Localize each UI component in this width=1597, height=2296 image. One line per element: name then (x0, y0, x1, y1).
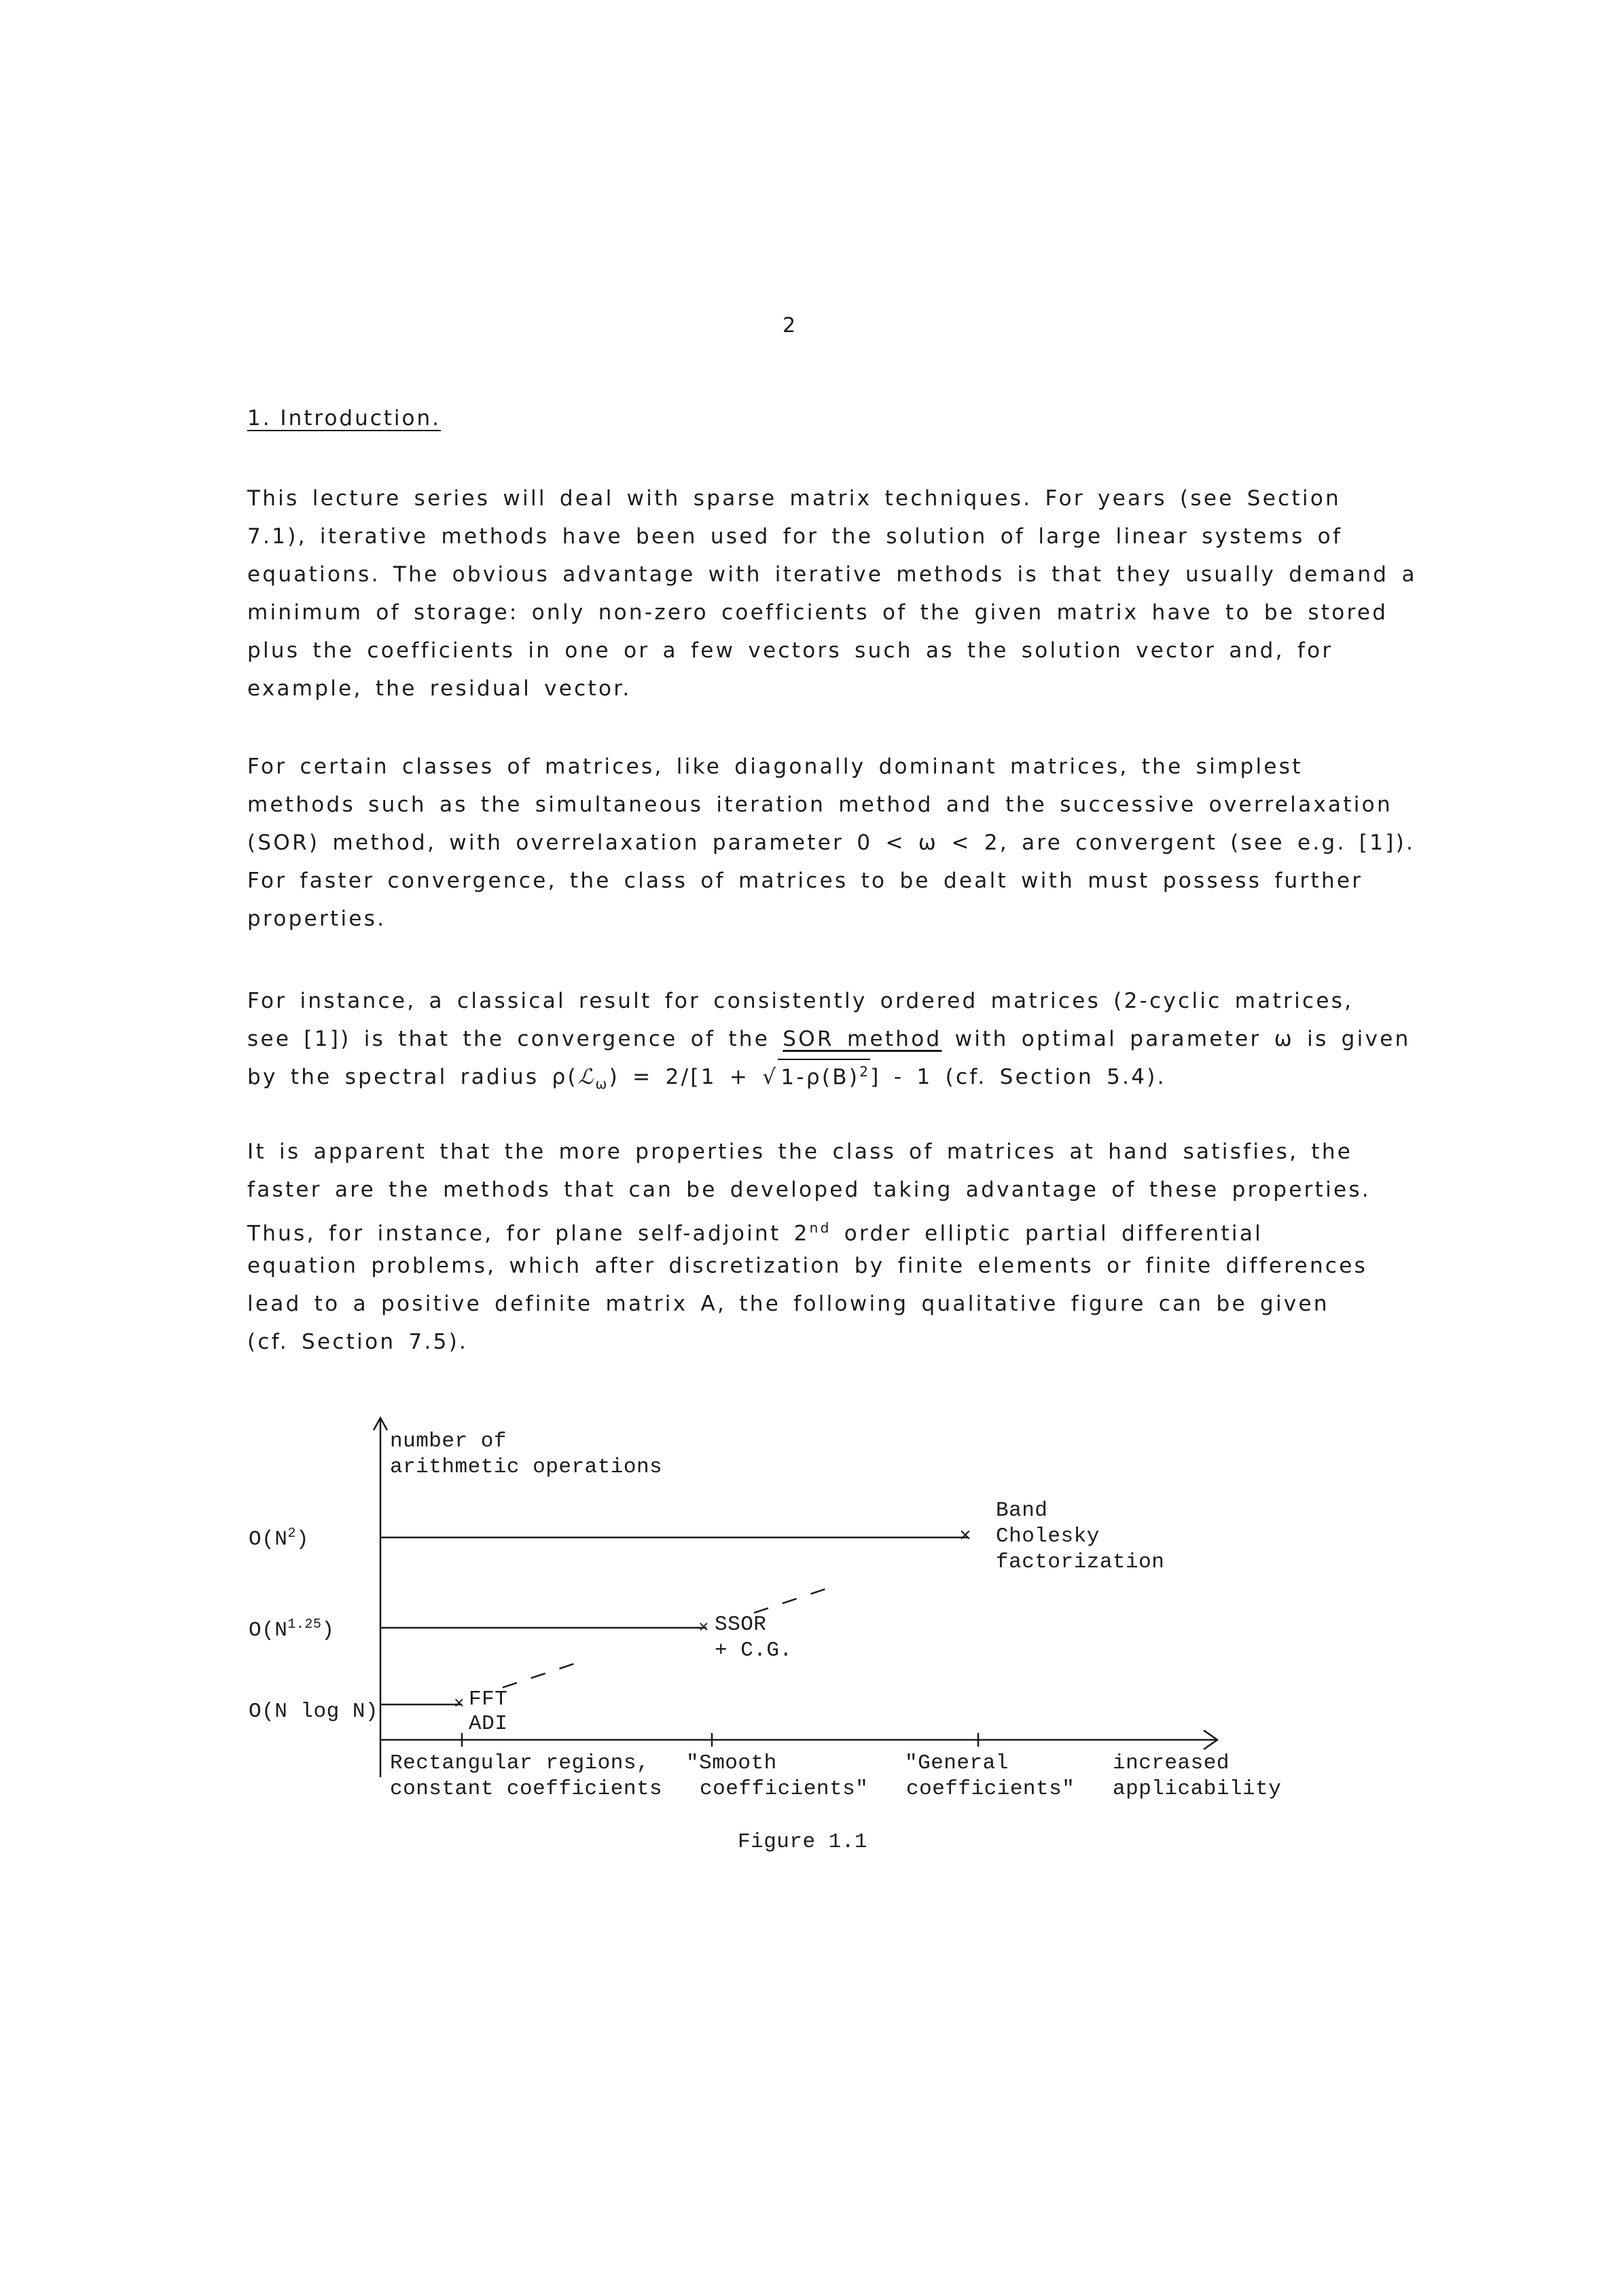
p1-line: This lecture series will deal with sparse matrix techniques. For years (see Section (247, 486, 1342, 511)
nd-superscript: nd (809, 1220, 831, 1236)
y-level-n2-base: O(N (249, 1527, 288, 1552)
p3-text: by the spectral radius ρ( (247, 1065, 578, 1089)
y-level-n2-tail: ) (295, 1527, 309, 1552)
p1-line: plus the coefficients in one or a few vectors such as the solution vector and, for (247, 638, 1333, 663)
x-category-3-line2: coefficients" (906, 1777, 1075, 1801)
trend-dash-lower (503, 1660, 584, 1688)
p3-line: For instance, a classical result for consistently ordered matrices (2-cyclic matrices, (247, 989, 1354, 1013)
trend-dashes (503, 1586, 836, 1688)
p1-line: example, the residual vector. (247, 676, 632, 701)
radicand-text: 1-ρ(B) (780, 1065, 860, 1089)
y-level-n125 (249, 1612, 334, 1643)
method-band-line3: factorization (996, 1550, 1165, 1574)
x-category-1-line1: Rectangular regions, (390, 1751, 650, 1775)
trend-dash-upper (754, 1586, 836, 1613)
ssor-marker-icon: × (698, 1618, 710, 1638)
cholesky-marker-icon: × (959, 1525, 972, 1548)
y-level-n125-tail: ) (321, 1618, 335, 1643)
p3-text: with optimal parameter ω is given (941, 1027, 1411, 1051)
y-axis-label-line2: arithmetic operations (390, 1455, 663, 1479)
p3-text: see [1]) is that the convergence of the (247, 1027, 783, 1051)
y-level-nlogn: O(N log N) (249, 1700, 379, 1724)
figure-caption: Figure 1.1 (738, 1830, 868, 1854)
method-ssor-line1: SSOR (715, 1613, 767, 1637)
y-axis-label-line1: number of (390, 1429, 507, 1453)
page-number: 2 (783, 314, 796, 338)
x-category-1-line2: constant coefficients (390, 1777, 663, 1801)
p4-line: It is apparent that the more properties the class of matrices at hand satisfies, the (247, 1140, 1353, 1164)
y-level-n125-base: O(N (249, 1618, 288, 1643)
section-heading: 1. Introduction. (247, 406, 442, 431)
x-category-3-line1: "General (905, 1751, 1009, 1775)
x-category-4-line1: increased (1113, 1751, 1230, 1775)
script-l-symbol: ℒ (577, 1065, 596, 1089)
x-category-2-line2: coefficients" (700, 1777, 869, 1801)
square-superscript: 2 (859, 1063, 871, 1080)
method-band-line2: Cholesky (996, 1525, 1100, 1548)
p4-text: Thus, for instance, for plane self-adjoint 2 (247, 1221, 810, 1246)
p4-line: lead to a positive definite matrix A, the following qualitative figure can be given (247, 1292, 1329, 1316)
method-ssor-line2: + C.G. (715, 1639, 793, 1662)
p4-line: equation problems, which after discretization by finite elements or finite differences (247, 1254, 1368, 1278)
p2-line: For certain classes of matrices, like diagonally dominant matrices, the simplest (247, 754, 1303, 779)
p1-line: 7.1), iterative methods have been used for the solution of large linear systems of (247, 524, 1343, 549)
p1-line: equations. The obvious advantage with iterative methods is that they usually demand a (247, 562, 1417, 587)
p2-line: properties. (247, 907, 387, 931)
sor-method-underlined: SOR method (783, 1027, 942, 1051)
method-fft-line1: FFT (469, 1688, 508, 1711)
p3-text: ] - 1 (cf. Section 5.4). (870, 1065, 1166, 1089)
p2-line: For faster convergence, the class of matrices to be dealt with must possess further (247, 869, 1363, 893)
method-band-line1: Band (996, 1499, 1048, 1523)
p3-text: ) = 2/[1 + √ (609, 1065, 778, 1089)
y-level-n2-sup: 2 (287, 1526, 296, 1542)
p2-line: methods such as the simultaneous iteration method and the successive overrelaxation (247, 792, 1393, 817)
x-category-4-line2: applicability (1113, 1777, 1282, 1801)
y-level-n2 (249, 1521, 309, 1552)
p4-text: order elliptic partial differential (831, 1221, 1263, 1246)
fft-marker-icon: × (454, 1694, 465, 1714)
p1-line: minimum of storage: only non-zero coefficients of the given matrix have to be stored (247, 600, 1388, 625)
p4-line: (cf. Section 7.5). (247, 1330, 469, 1354)
y-level-n125-sup: 1.25 (287, 1617, 322, 1633)
x-category-2-line1: "Smooth (686, 1751, 777, 1775)
method-fft-line2: ADI (469, 1712, 508, 1736)
p4-line: faster are the methods that can be developed taking advantage of these properties. (247, 1178, 1371, 1202)
p2-line: (SOR) method, with overrelaxation parameter 0 < ω < 2, are convergent (see e.g. [1]). (247, 831, 1416, 855)
omega-subscript: ω (595, 1076, 609, 1093)
